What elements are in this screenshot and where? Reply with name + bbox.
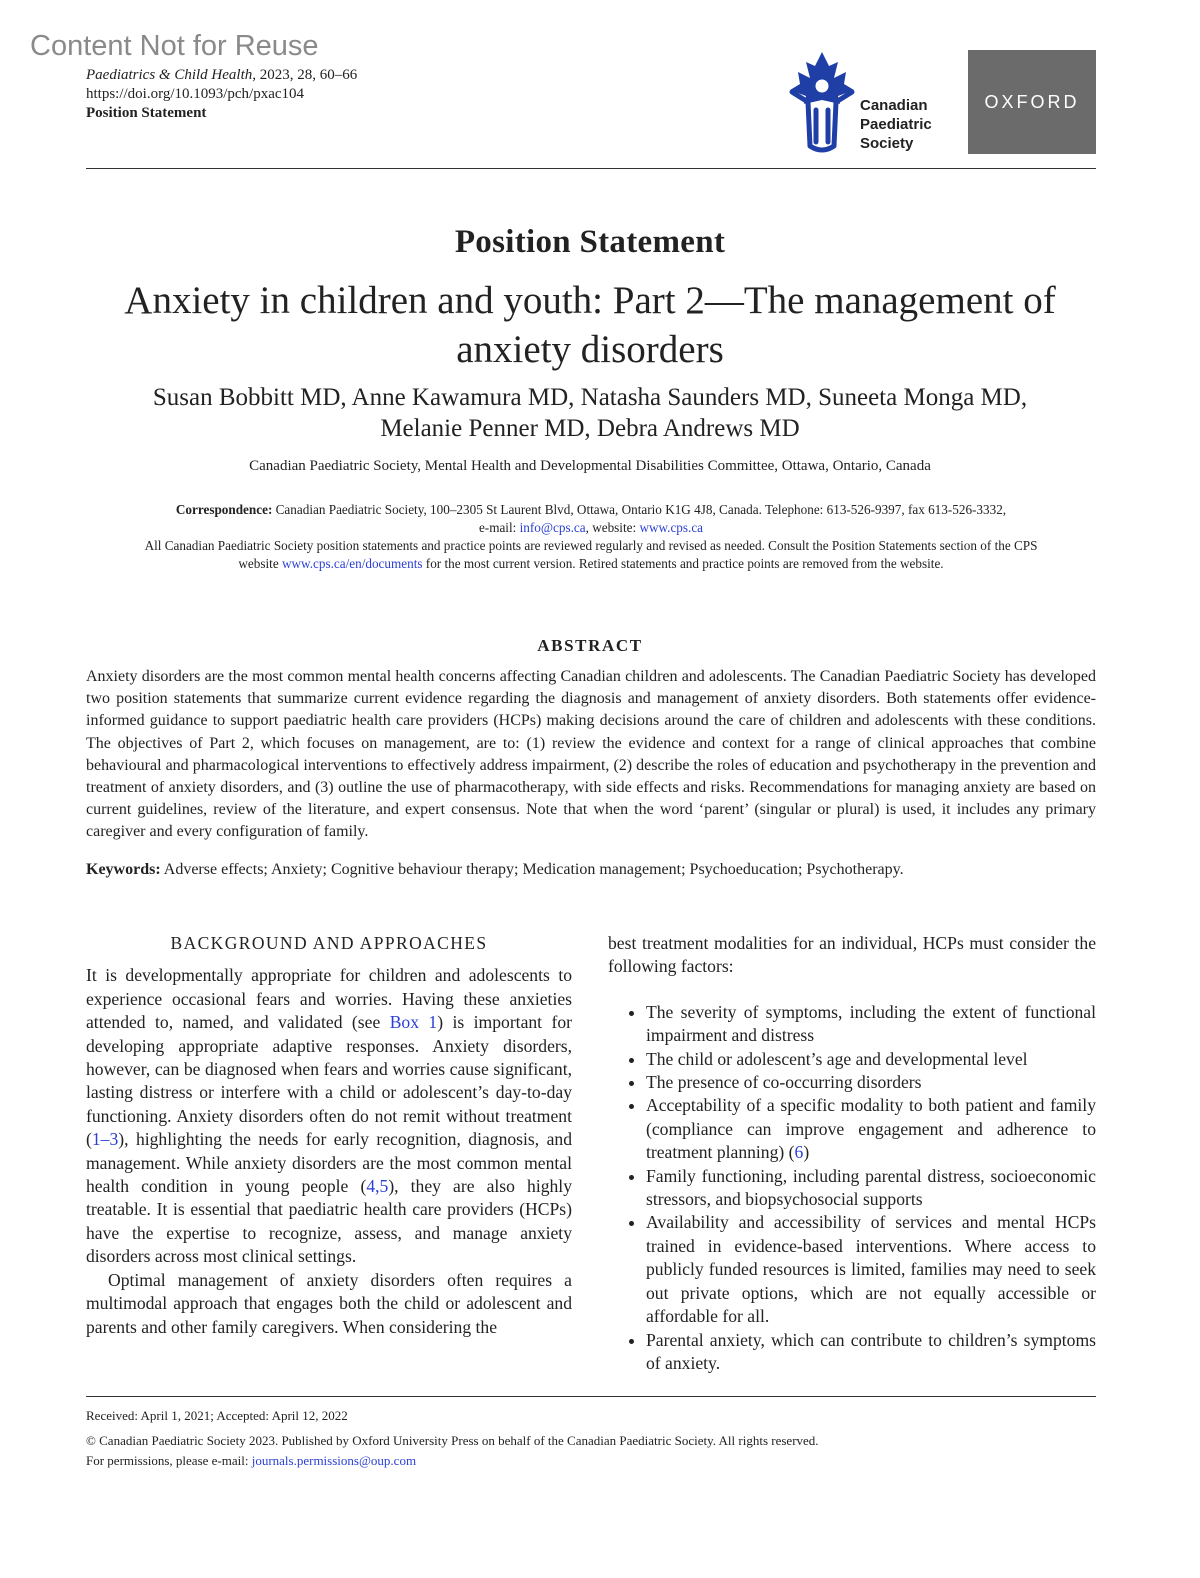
website-link[interactable]: www.cps.ca [639,520,704,535]
reference-link[interactable]: 4,5 [366,1176,389,1197]
journal-name: Paediatrics & Child Health, [86,67,256,83]
permissions-email-link[interactable]: journals.permissions@oup.com [251,1453,417,1468]
copyright: © Canadian Paediatric Society 2023. Published by Oxford University Press on behalf of the Canadian Paediatric Society. All rights reserved. [86,1433,819,1448]
paragraph: It is developmentally appropriate for children and adolescents to experience occasional fears and worries. Having these anxieties attended to, named, and validated (see Box 1) is important for developing appropriate adaptive responses. Anxiety disorders, however, can be diagnosed when fears and worries cause significant, lasting distress or interfere with a child or adolescent’s day-to-day functioning. Anxiety disorders often do not remit without treatment (1–3), highlighting the needs for early recognition, diagnosis, and management. While anxiety disorders are the most common mental health condition in young people (4,5), they are also highly treatable. It is essential that paediatric health care providers (HCPs) have the expertise to recognize, assess, and manage anxiety disorders across most clinical settings. [86,965,572,1267]
section-heading: BACKGROUND AND APPROACHES [170,933,488,953]
reference-link[interactable]: 1–3 [91,1129,119,1150]
list-item: • Family functioning, including parental distress, socioeconomic stressors, and biopsychosocial supports [646,1165,1096,1212]
body-column-left [86,932,572,1339]
correspondence-block: Correspondence: Canadian Paediatric Society, 100–2305 St Laurent Blvd, Ottawa, Ontario K1G 4J8, Canada. Telephone: 613-526-9397, fax 613-526-3332, e-mail: info@cps.ca, website: www.cps.ca All Canadian Paediatric Society position statements and practice points are reviewed regularly and revised as needed. Consult the Position Statements section of the CPS website www.cps.ca/en/documents for the most current version. Retired statements and practice points are removed from the website. [144,502,1038,571]
section-type-heading: Position Statement [454,224,726,260]
received-dates: Received: April 1, 2021; Accepted: April 12, 2022 [86,1408,348,1423]
paragraph: best treatment modalities for an individual, HCPs must consider the following factors: [608,933,1096,977]
email-link[interactable]: info@cps.ca [519,520,586,535]
reference-link[interactable]: 6 [794,1142,804,1163]
doi-link[interactable]: https://doi.org/10.1093/pch/pxac104 [86,86,305,102]
footer: Received: April 1, 2021; Accepted: April 12, 2022 © Canadian Paediatric Society 2023. Published by Oxford University Press on behalf of the Canadian Paediatric Society. All rights reserved. For permissions, please e-mail: journals.permissions@oup.com [86,1406,1096,1476]
journal-citation-block [86,66,357,123]
list-item: • The child or adolescent’s age and developmental level [646,1048,1096,1071]
author-list: Susan Bobbitt MD, Anne Kawamura MD, Natasha Saunders MD, Suneeta Monga MD, Melanie Penner MD, Debra Andrews MD [152,384,1028,442]
keywords: Keywords: Adverse effects; Anxiety; Cognitive behaviour therapy; Medication management; Psychoeducation; Psychotherapy. [86,861,904,878]
paragraph: Optimal management of anxiety disorders often requires a multimodal approach that engages both the child or adolescent and parents and other family caregivers. When considering the [86,1269,572,1337]
header-divider [86,168,1096,169]
list-item: • The presence of co-occurring disorders [646,1071,1096,1094]
oxford-logo: OXFORD [968,50,1096,154]
box-1-link[interactable]: Box 1 [389,1012,438,1033]
article-title: Anxiety in children and youth: Part 2—The management of anxiety disorders [124,279,1056,371]
journal-volume: 2023, 28, 60–66 [256,67,358,83]
footer-divider [86,1396,1096,1397]
affiliation: Canadian Paediatric Society, Mental Health and Developmental Disabilities Committee, Ottawa, Ontario, Canada [249,458,931,474]
documents-link[interactable]: www.cps.ca/en/documents [281,556,423,571]
article-type: Position Statement [86,105,207,121]
correspondence-label: Correspondence: [175,502,273,517]
factor-list [608,1001,1096,1376]
body-column-right [608,932,1096,1375]
watermark: Content Not for Reuse [30,30,319,62]
list-item: • Acceptability of a specific modality to both patient and family (compliance can improve engagement and adherence to treatment planning) (6) [646,1094,1096,1164]
list-item: • Parental anxiety, which can contribute to children’s symptoms of anxiety. [646,1329,1096,1376]
list-item: • Availability and accessibility of services and mental HCPs trained in evidence-based interventions. Where access to publicly funded resources is limited, families may need to seek out private options, which are not equally accessible or affordable for all. [646,1211,1096,1328]
cps-logo-text: Canadian Paediatric Society [860,97,932,152]
abstract-heading: ABSTRACT [537,636,643,655]
list-item: • The severity of symptoms, including the extent of functional impairment and distress [646,1001,1096,1048]
abstract-text: Anxiety disorders are the most common mental health concerns affecting Canadian children and adolescents. The Canadian Paediatric Society has developed two position statements that summarize current evidence regarding the diagnosis and management of anxiety disorders. Both statements offer evidence-informed guidance to support paediatric health care providers (HCPs) making decisions around the care of children and adolescents with these conditions. The objectives of Part 2, which focuses on management, are to: (1) review the evidence and context for a range of clinical approaches that combine behavioural and pharmacological interventions to effectively address impairment, (2) describe the roles of education and psychotherapy in the prevention and treatment of anxiety disorders, and (3) outline the use of pharmacotherapy, with side effects and risks. Recommendations for managing anxiety are based on current guidelines, review of the literature, and expert consensus. Note that when the word ‘parent’ (singular or plural) is used, it includes any primary caregiver and every configuration of family. [86,668,1096,841]
